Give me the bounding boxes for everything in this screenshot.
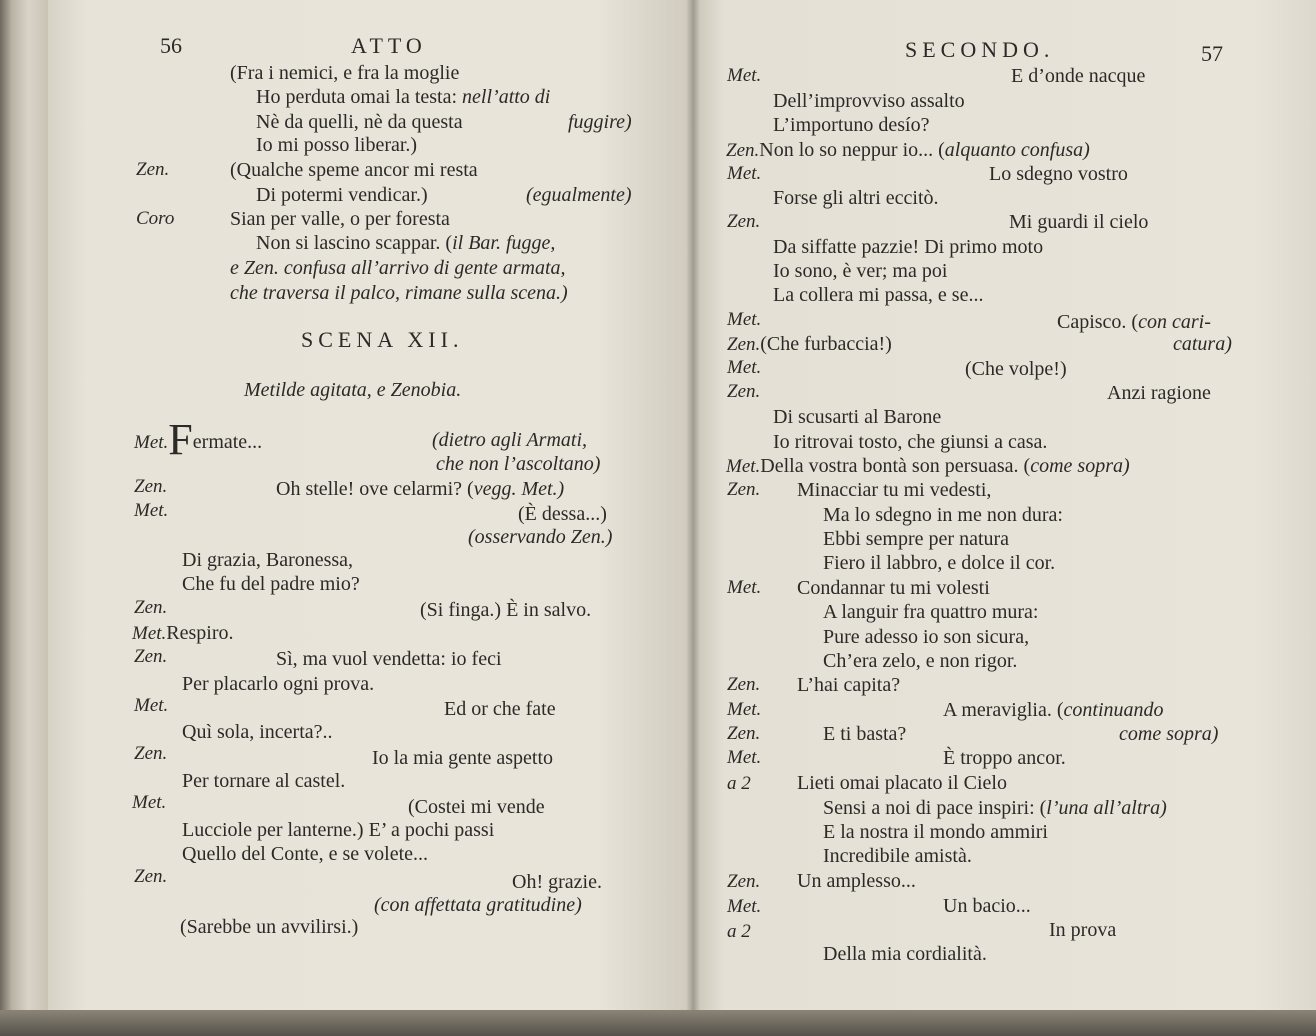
- text-line: Fiero il labbro, e dolce il cor.: [823, 552, 1056, 574]
- text-line: Dell’improvviso assalto: [773, 90, 965, 112]
- right-page: [693, 0, 1316, 1036]
- text-line: Ma lo sdegno in me non dura:: [823, 504, 1063, 526]
- speaker-label: Met.: [727, 65, 762, 86]
- text-line: Lucciole per lanterne.) E’ a pochi passi: [182, 819, 495, 841]
- speaker-label: Met.: [726, 456, 761, 477]
- speaker-label: Met.: [132, 623, 167, 644]
- text-line: Forse gli altri eccitò.: [773, 187, 939, 209]
- stage-direction: catura): [1173, 333, 1232, 355]
- speaker-label: Met.: [727, 163, 762, 184]
- text-line: (È dessa...): [518, 503, 607, 525]
- stage-direction: che non l’ascoltano): [436, 453, 601, 475]
- text-line: A meraviglia. (continuando: [943, 699, 1164, 721]
- text-line: Di potermi vendicar.): [256, 184, 428, 206]
- text-line: L’importuno desío?: [773, 114, 930, 136]
- text-line: Minacciar tu mi vedesti,: [797, 479, 992, 501]
- text-line: E d’onde nacque: [1011, 65, 1146, 87]
- text-line: Ed or che fate: [444, 698, 556, 720]
- stage-direction: (osservando Zen.): [468, 526, 613, 548]
- speaker-label: Zen.: [727, 334, 761, 355]
- speaker-label: Zen.: [727, 381, 761, 402]
- text-line: Zen.Non lo so neppur io... (alquanto confusa): [726, 139, 1090, 161]
- speaker-label: Zen.: [727, 674, 761, 695]
- running-head-left: ATTO: [351, 33, 427, 58]
- book-edge: [0, 0, 48, 1036]
- text-line: Met.Della vostra bontà son persuasa. (come sopra): [726, 455, 1130, 477]
- text-line: Io la mia gente aspetto: [372, 747, 554, 769]
- speaker-label: Zen.: [134, 646, 168, 667]
- speaker-label: Coro: [136, 208, 175, 229]
- speaker-label: Met.: [727, 699, 762, 720]
- book-gutter: [686, 0, 700, 1036]
- stage-direction: (dietro agli Armati,: [432, 429, 587, 451]
- page-number-left: 56: [160, 33, 182, 58]
- text-line: Mi guardi il cielo: [1009, 211, 1149, 233]
- text-line: Che fu del padre mio?: [182, 573, 360, 595]
- stage-direction: (egualmente): [526, 184, 632, 206]
- text-line: Per tornare al castel.: [182, 770, 346, 792]
- speaker-label: Zen.: [134, 476, 168, 497]
- text-line: E ti basta?: [823, 723, 907, 745]
- text-line: Pure adesso io son sicura,: [823, 626, 1030, 648]
- text-line: Ho perduta omai la testa: nell’atto di: [256, 86, 551, 108]
- text-line: Condannar tu mi volesti: [797, 577, 990, 599]
- text-line: (Si finga.) È in salvo.: [420, 599, 592, 621]
- text-line: Oh! grazie.: [512, 871, 602, 893]
- text-line: Un amplesso...: [797, 870, 916, 892]
- page-number-right: 57: [1201, 41, 1223, 66]
- text-line: (Sarebbe un avvilirsi.): [180, 916, 359, 938]
- text-line: Un bacio...: [943, 895, 1031, 917]
- speaker-label: Zen.: [727, 871, 761, 892]
- text-line: La collera mi passa, e se...: [773, 284, 984, 306]
- speaker-label: Met.: [132, 792, 167, 813]
- drop-capital: F: [168, 415, 193, 464]
- speaker-label: Met.: [134, 500, 169, 521]
- text-line: Zen.(Che furbaccia!): [727, 333, 892, 355]
- speaker-label: a 2: [727, 921, 751, 942]
- text-line: Lo sdegno vostro: [989, 163, 1128, 185]
- speaker-label: Zen.: [726, 140, 760, 161]
- text-line: In prova: [1049, 919, 1117, 941]
- text-line: Io sono, è ver; ma poi: [773, 260, 948, 282]
- speaker-label: Zen.: [134, 866, 168, 887]
- speaker-label: Met.: [134, 432, 169, 453]
- text-line: (Che volpe!): [965, 358, 1067, 380]
- stage-direction: (con affettata gratitudine): [374, 894, 582, 916]
- speaker-label: Met.: [727, 577, 762, 598]
- text-line: Quello del Conte, e se volete...: [182, 843, 429, 865]
- stage-direction: fuggire): [568, 111, 632, 133]
- speaker-label: Met.: [727, 747, 762, 768]
- book-bottom-edge: [0, 1010, 1316, 1036]
- speaker-label: Zen.: [727, 211, 761, 232]
- stage-direction: che traversa il palco, rimane sulla scena.): [230, 282, 568, 304]
- text-line: (Qualche speme ancor mi resta: [230, 159, 478, 181]
- text-line: Sì, ma vuol vendetta: io feci: [276, 648, 502, 670]
- speaker-label: Zen.: [134, 743, 168, 764]
- text-line: Met.Fermate...: [134, 415, 263, 464]
- speaker-label: Met.: [727, 357, 762, 378]
- text-line: Della mia cordialità.: [823, 943, 987, 965]
- text-line: Da siffatte pazzie! Di primo moto: [773, 236, 1044, 258]
- text-line: Ebbi sempre per natura: [823, 528, 1010, 550]
- text-line: È troppo ancor.: [943, 747, 1066, 769]
- text-line: A languir fra quattro mura:: [823, 601, 1039, 623]
- running-head-right: SECONDO.: [905, 37, 1055, 62]
- text-line: Quì sola, incerta?..: [182, 721, 333, 743]
- stage-direction: e Zen. confusa all’arrivo di gente armata,: [230, 257, 566, 279]
- text-line: Oh stelle! ove celarmi? (vegg. Met.): [276, 478, 565, 500]
- scene-title: SCENA XII.: [301, 327, 464, 352]
- text-line: (Costei mi vende: [408, 796, 545, 818]
- text-line: Incredibile amistà.: [823, 845, 972, 867]
- text-line: L’hai capita?: [797, 674, 901, 696]
- speaker-label: Met.: [727, 896, 762, 917]
- text-line: Nè da quelli, nè da questa: [256, 111, 463, 133]
- text-line: E la nostra il mondo ammiri: [823, 821, 1048, 843]
- text-line: Lieti omai placato il Cielo: [797, 772, 1007, 794]
- text-line: Non si lascino scappar. (il Bar. fugge,: [256, 232, 556, 254]
- left-page: [48, 0, 693, 1036]
- speaker-label: Zen.: [136, 159, 170, 180]
- text-line: Per placarlo ogni prova.: [182, 673, 375, 695]
- text-line: Sian per valle, o per foresta: [230, 208, 450, 230]
- text-line: Anzi ragione: [1107, 382, 1211, 404]
- text-line: Sensi a noi di pace inspiri: (l’una all’altra): [823, 797, 1167, 819]
- text-line: Io mi posso liberar.): [256, 134, 418, 156]
- speaker-label: Zen.: [727, 723, 761, 744]
- speaker-label: Zen.: [134, 597, 168, 618]
- text-line: Ch’era zelo, e non rigor.: [823, 650, 1018, 672]
- text-line: (Fra i nemici, e fra la moglie: [230, 62, 460, 84]
- text-line: Io ritrovai tosto, che giunsi a casa.: [773, 431, 1048, 453]
- speaker-label: Met.: [134, 695, 169, 716]
- text-line: Met.Respiro.: [132, 622, 234, 644]
- text-line: Di grazia, Baronessa,: [182, 549, 354, 571]
- stage-direction: come sopra): [1119, 723, 1219, 745]
- speaker-label: Met.: [727, 309, 762, 330]
- text-line: Capisco. (con cari-: [1057, 311, 1211, 333]
- scene-characters: Metilde agitata, e Zenobia.: [244, 379, 462, 401]
- speaker-label: a 2: [727, 773, 751, 794]
- speaker-label: Zen.: [727, 479, 761, 500]
- text-line: Di scusarti al Barone: [773, 406, 942, 428]
